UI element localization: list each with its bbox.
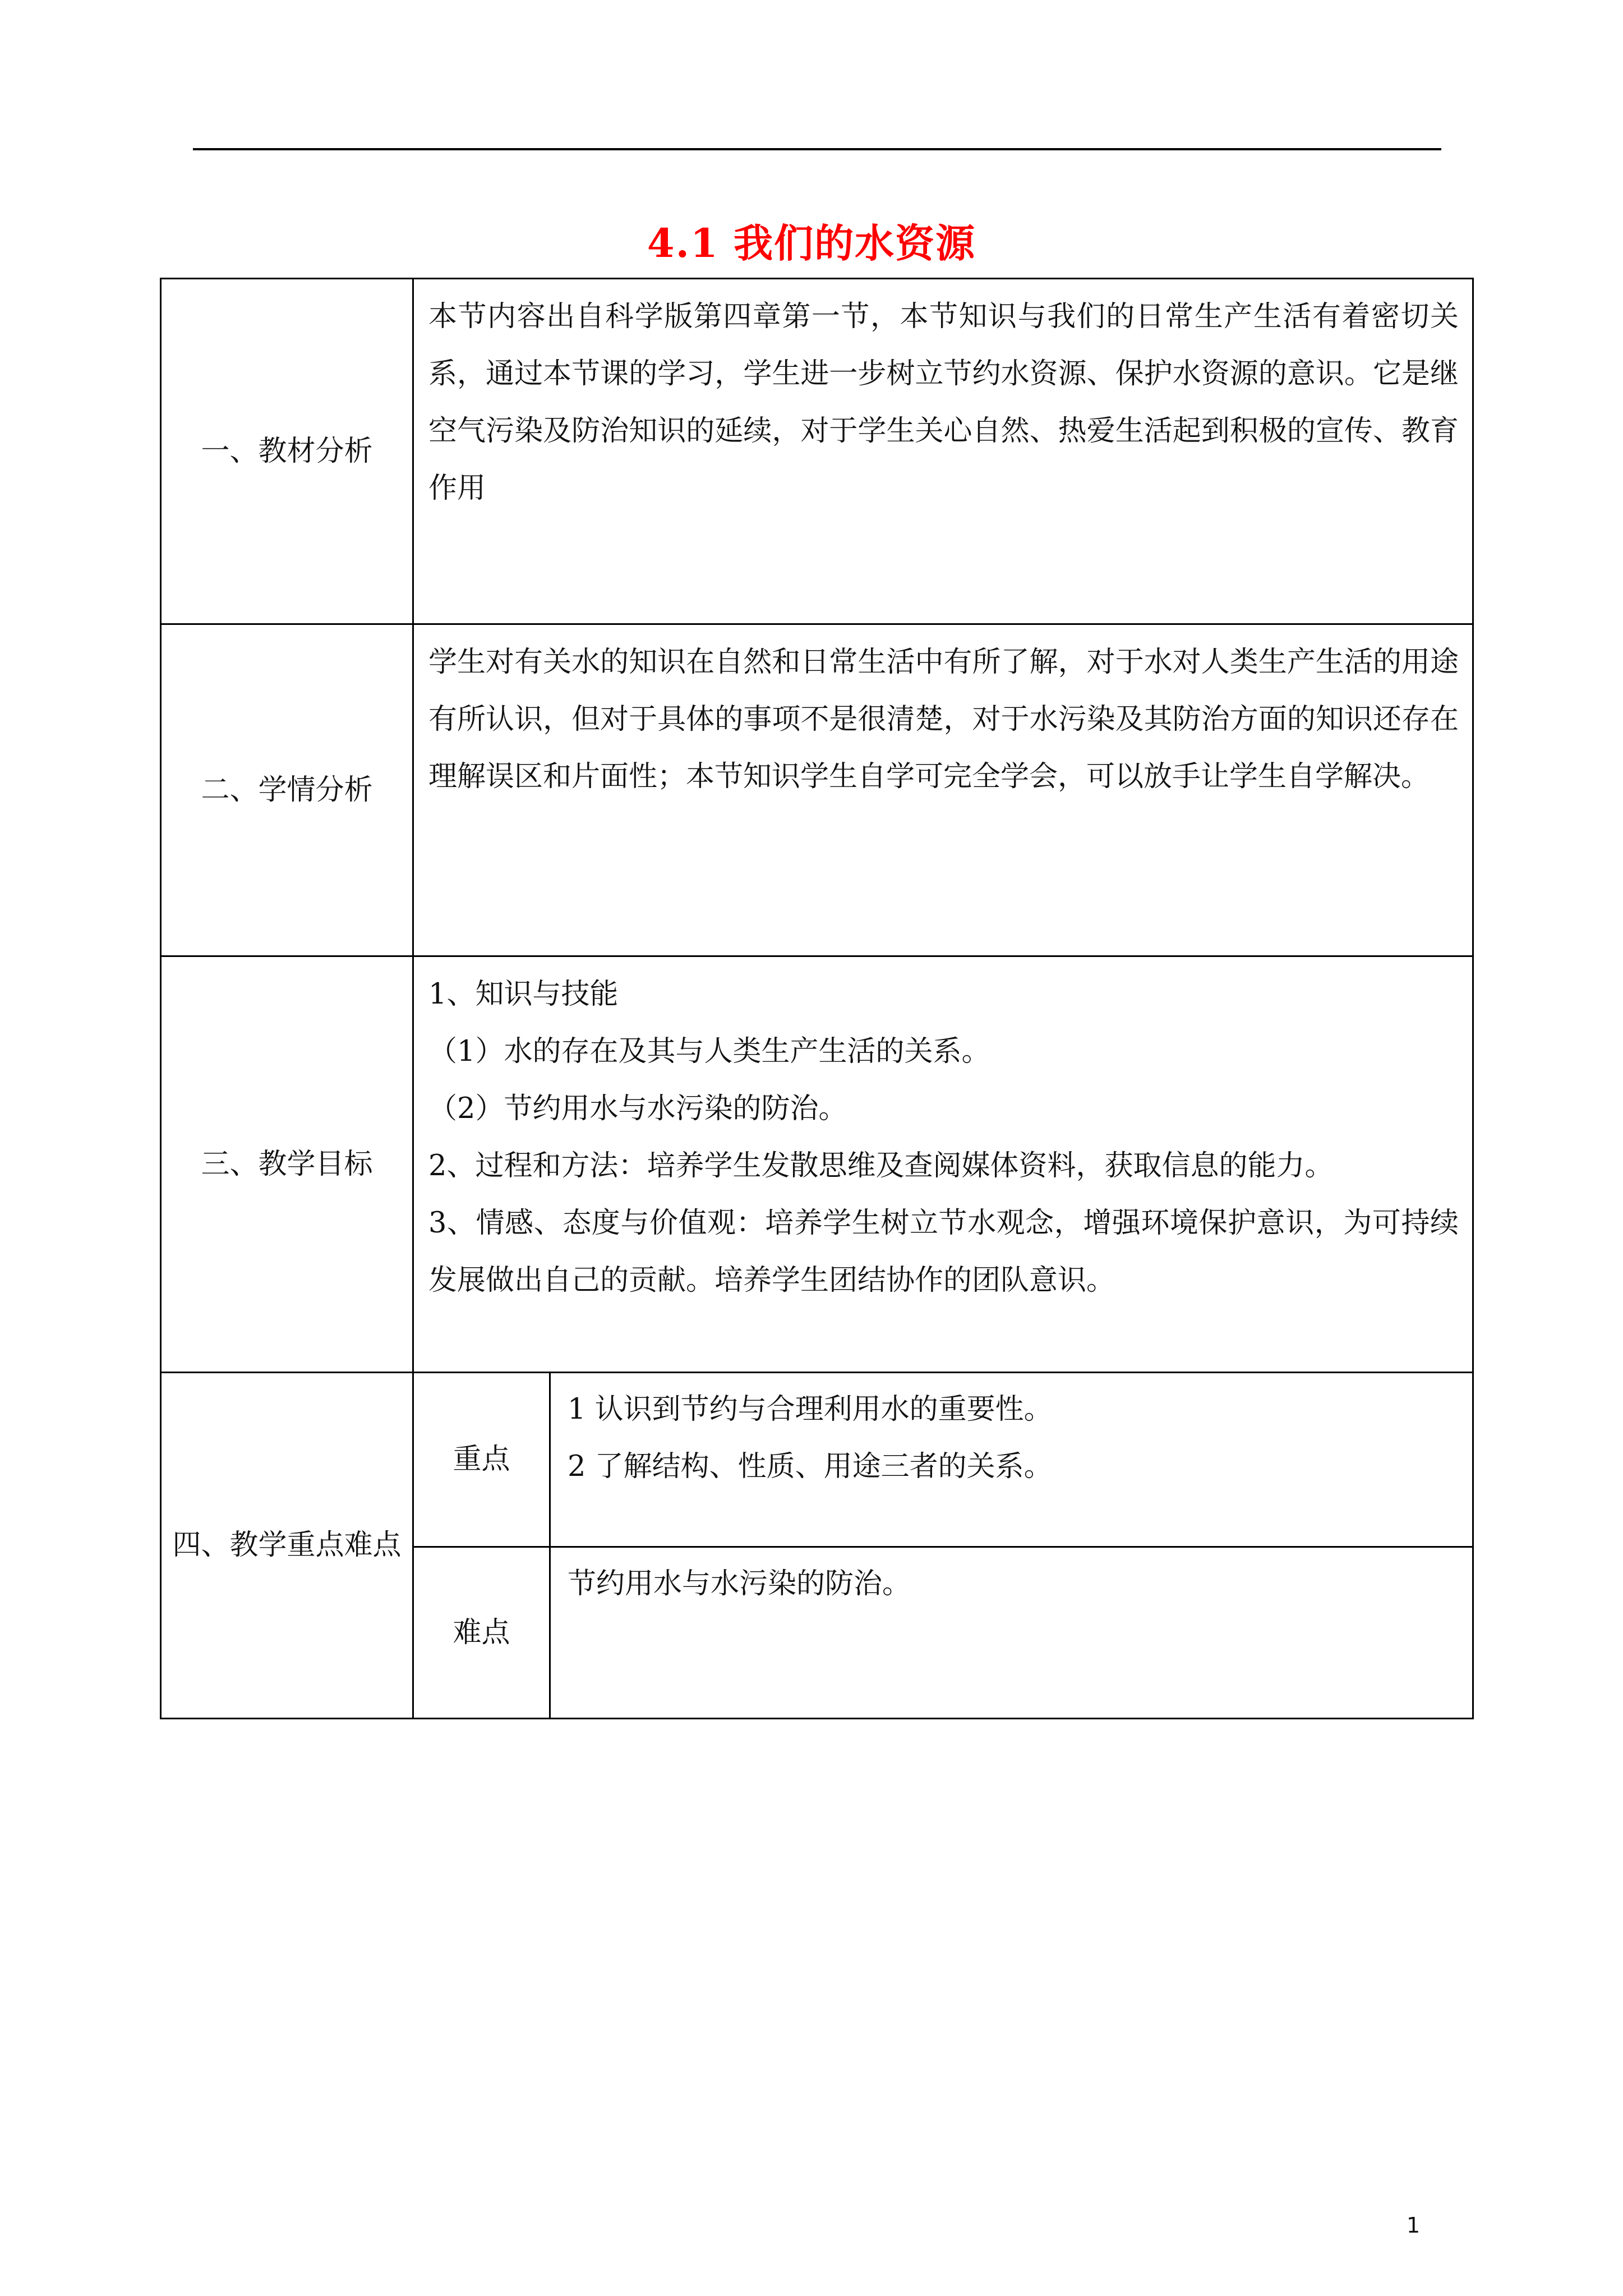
difficulty-label: 难点 — [413, 1547, 550, 1719]
goal-line: （2）节约用水与水污染的防治。 — [428, 1092, 847, 1125]
lesson-plan-table — [160, 278, 1474, 1719]
row-teaching-goals — [161, 956, 1473, 1373]
section-content-students — [413, 624, 1473, 956]
row-key-points — [161, 1373, 1473, 1547]
section-content-material — [413, 279, 1473, 624]
page-title: 4.1 我们的水资源 — [647, 220, 976, 266]
focus-label: 重点 — [413, 1373, 550, 1547]
goal-line: 3、情感、态度与价值观：培养学生树立节水观念，增强环境保护意识，为可持续发展做出自己的贡献。培养学生团结协作的团队意识。 — [428, 1207, 1459, 1297]
page-number: 1 — [1407, 2213, 1421, 2238]
difficulty-content — [550, 1547, 1473, 1719]
focus-line: 1 认识到节约与合理利用水的重要性。 — [568, 1393, 1053, 1426]
section-label-students: 二、学情分析 — [161, 624, 413, 956]
row-student-analysis — [161, 624, 1473, 956]
section-label-goals: 三、教学目标 — [161, 956, 413, 1373]
students-text: 学生对有关水的知识在自然和日常生活中有所了解，对于水对人类生产生活的用途有所认识，但对于具体的事项不是很清楚，对于水污染及其防治方面的知识还存在理解误区和片面性；本节知识学生自学可完全学会，可以放手让学生自学解决。 — [428, 646, 1459, 793]
goal-line: 2、过程和方法：培养学生发散思维及查阅媒体资料，获取信息的能力。 — [428, 1149, 1334, 1182]
focus-line: 2 了解结构、性质、用途三者的关系。 — [568, 1450, 1053, 1483]
goal-line: 1、知识与技能 — [428, 978, 619, 1011]
section-label-material: 一、教材分析 — [161, 279, 413, 624]
goal-line: （1）水的存在及其与人类生产生活的关系。 — [428, 1035, 990, 1068]
header-rule — [193, 148, 1441, 150]
section-content-goals — [413, 956, 1473, 1373]
row-material-analysis — [161, 279, 1473, 624]
focus-content — [550, 1373, 1473, 1547]
difficulty-text: 节约用水与水污染的防治。 — [568, 1567, 911, 1600]
section-label-key-points: 四、教学重点难点 — [161, 1373, 413, 1719]
material-text: 本节内容出自科学版第四章第一节，本节知识与我们的日常生产生活有着密切关系，通过本节课的学习，学生进一步树立节约水资源、保护水资源的意识。它是继空气污染及防治知识的延续，对于学生关心自然、热爱生活起到积极的宣传、教育作用 — [428, 300, 1459, 505]
